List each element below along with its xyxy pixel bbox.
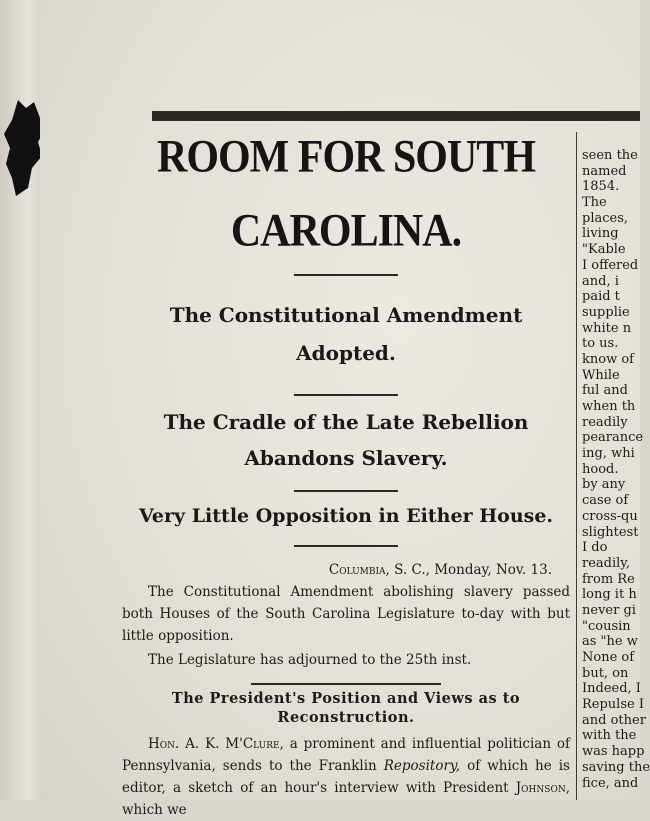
adjacent-column-line: white n (582, 320, 632, 336)
deck-constitutional-amendment: The Constitutional Amendment Adopted. (169, 303, 523, 365)
adjacent-column-line: by any (582, 477, 626, 493)
adjacent-column-line: but, on (582, 665, 629, 681)
paragraph-mcclure (122, 733, 570, 821)
text-mid: of which he is editor, a sketch of an hour's interview with President (122, 758, 570, 796)
headline: ROOM FOR SOUTH CAROLINA. (156, 131, 535, 257)
separator-rule (294, 545, 398, 547)
adjacent-column-line: readily (582, 414, 628, 430)
adjacent-column-line: with the (582, 728, 637, 744)
adjacent-column-line: I do (582, 540, 608, 556)
adjacent-column-line: places, (582, 210, 629, 226)
separator-rule (294, 394, 398, 396)
subhead-president-position: The President's Position and Views as to Reconstruction. (171, 690, 521, 726)
adjacent-column-line: fice, and (582, 775, 639, 791)
separator-rule (294, 490, 398, 492)
dateline-date: Monday, Nov. 13. (434, 562, 552, 578)
adjacent-column-line: saving the (582, 759, 650, 775)
adjacent-column-line: None of (582, 650, 635, 665)
adjacent-column-line: and other (582, 712, 646, 728)
adjacent-column-line: long it h (582, 587, 637, 603)
adjacent-column-line: named (582, 163, 627, 179)
text-after: which we (122, 802, 187, 818)
adjacent-column-line: slightest (582, 524, 639, 540)
paragraph-amendment-passed: The Constitutional Amendment abolishing slavery passed both Houses of the South Carolina Legislature to-day with but little opposition. (122, 584, 570, 644)
adjacent-column-line: seen the (582, 148, 638, 163)
adjacent-column-line: Repulse I (582, 697, 644, 713)
text-before-paper: a prominent and influential politician of Pennsylvania, sends to the Franklin (122, 736, 570, 774)
dateline-place: Columbia, S. C., (328, 562, 430, 578)
adjacent-column-line: "cousin (582, 618, 631, 634)
adjacent-column-line: 1854. (582, 179, 620, 195)
dateline (122, 559, 570, 581)
paper-name: Repository, (383, 758, 461, 774)
adjacent-column-line: I offered (582, 257, 639, 273)
adjacent-column-line: never gi (582, 602, 636, 618)
name-johnson: Johnson, (515, 780, 570, 796)
adjacent-column-line: when th (582, 399, 636, 414)
adjacent-column-line: cross-qu (582, 508, 638, 524)
adjacent-column-line: ing, whi (582, 446, 635, 462)
paragraph-legislature-adjourned: The Legislature has adjourned to the 25th inst. (148, 652, 472, 668)
adjacent-column-line: case of (582, 493, 629, 509)
adjacent-column-line: hood. (582, 461, 619, 477)
adjacent-column-text (582, 148, 650, 791)
adjacent-column-line: living (582, 226, 619, 242)
deck-little-opposition: Very Little Opposition in Either House. (138, 505, 554, 527)
separator-rule (251, 683, 441, 685)
adjacent-column-line: and, i (582, 273, 619, 289)
article-column (122, 128, 570, 821)
separator-rule (294, 274, 398, 276)
adjacent-column-line: from Re (582, 571, 635, 587)
deck-cradle-of-rebellion: The Cradle of the Late Rebellion Abandons Slavery. (163, 410, 529, 470)
adjacent-column-line: pearance (582, 430, 644, 446)
adjacent-column-line: The (582, 195, 607, 211)
adjacent-column-line: ful and (582, 383, 628, 399)
column-divider (576, 132, 577, 800)
name-mcclure: Hon. A. K. M'Clure, (148, 736, 284, 752)
adjacent-column-line: paid t (582, 289, 620, 305)
adjacent-column-line: supplie (582, 304, 630, 320)
adjacent-column-line: "Kable (582, 242, 626, 258)
adjacent-column-line: to us. (582, 336, 619, 352)
adjacent-column-line: was happ (582, 744, 645, 760)
adjacent-column-line: as "he w (582, 634, 638, 650)
adjacent-column-line: While (582, 367, 620, 383)
adjacent-column-line: Indeed, I (582, 681, 641, 697)
adjacent-column-line: readily, (582, 555, 631, 571)
adjacent-column-line: know of (582, 351, 634, 367)
